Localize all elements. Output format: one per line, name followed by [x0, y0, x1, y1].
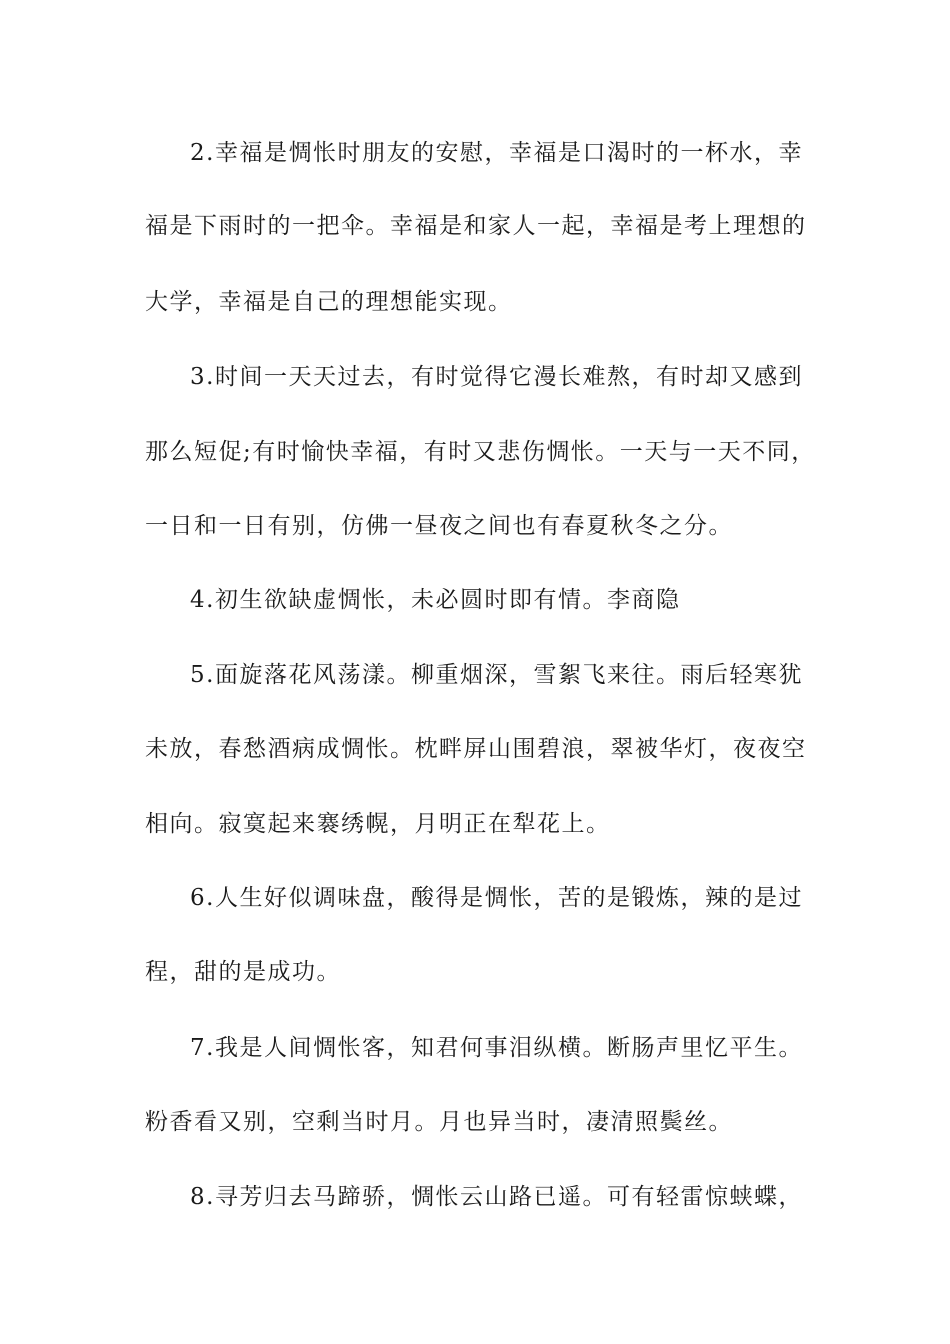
paragraph-6-line-1: 6.人生好似调味盘，酸得是惆怅，苦的是锻炼，辣的是过	[190, 885, 803, 911]
paragraph-8-line-1: 8.寻芳归去马蹄骄，惆怅云山路已遥。可有轻雷惊蛱蝶，	[190, 1184, 803, 1210]
paragraph-5-line-2: 未放，春愁酒病成惆怅。枕畔屏山围碧浪，翠被华灯，夜夜空	[145, 736, 807, 762]
paragraph-3-line-3: 一日和一日有别，仿佛一昼夜之间也有春夏秋冬之分。	[145, 513, 733, 539]
paragraph-2-line-1: 2.幸福是惆怅时朋友的安慰，幸福是口渴时的一杯水，幸	[190, 140, 803, 166]
paragraph-3-line-1: 3.时间一天天过去，有时觉得它漫长难熬，有时却又感到	[190, 364, 803, 390]
paragraph-7-line-1: 7.我是人间惆怅客，知君何事泪纵横。断肠声里忆平生。	[190, 1035, 803, 1061]
paragraph-6-line-2: 程，甜的是成功。	[145, 959, 341, 985]
paragraph-5-line-3: 相向。寂寞起来褰绣幌，月明正在犁花上。	[145, 811, 611, 837]
paragraph-7-line-2: 粉香看又别，空剩当时月。月也异当时，凄清照鬓丝。	[145, 1109, 733, 1135]
paragraph-2-line-2: 福是下雨时的一把伞。幸福是和家人一起，幸福是考上理想的	[145, 213, 807, 239]
paragraph-4-line-1: 4.初生欲缺虚惆怅，未必圆时即有情。李商隐	[190, 587, 681, 613]
paragraph-2-line-3: 大学，幸福是自己的理想能实现。	[145, 289, 513, 315]
paragraph-5-line-1: 5.面旋落花风荡漾。柳重烟深，雪絮飞来往。雨后轻寒犹	[190, 662, 803, 688]
paragraph-3-line-2: 那么短促;有时愉快幸福，有时又悲伤惆怅。一天与一天不同，	[145, 439, 816, 465]
